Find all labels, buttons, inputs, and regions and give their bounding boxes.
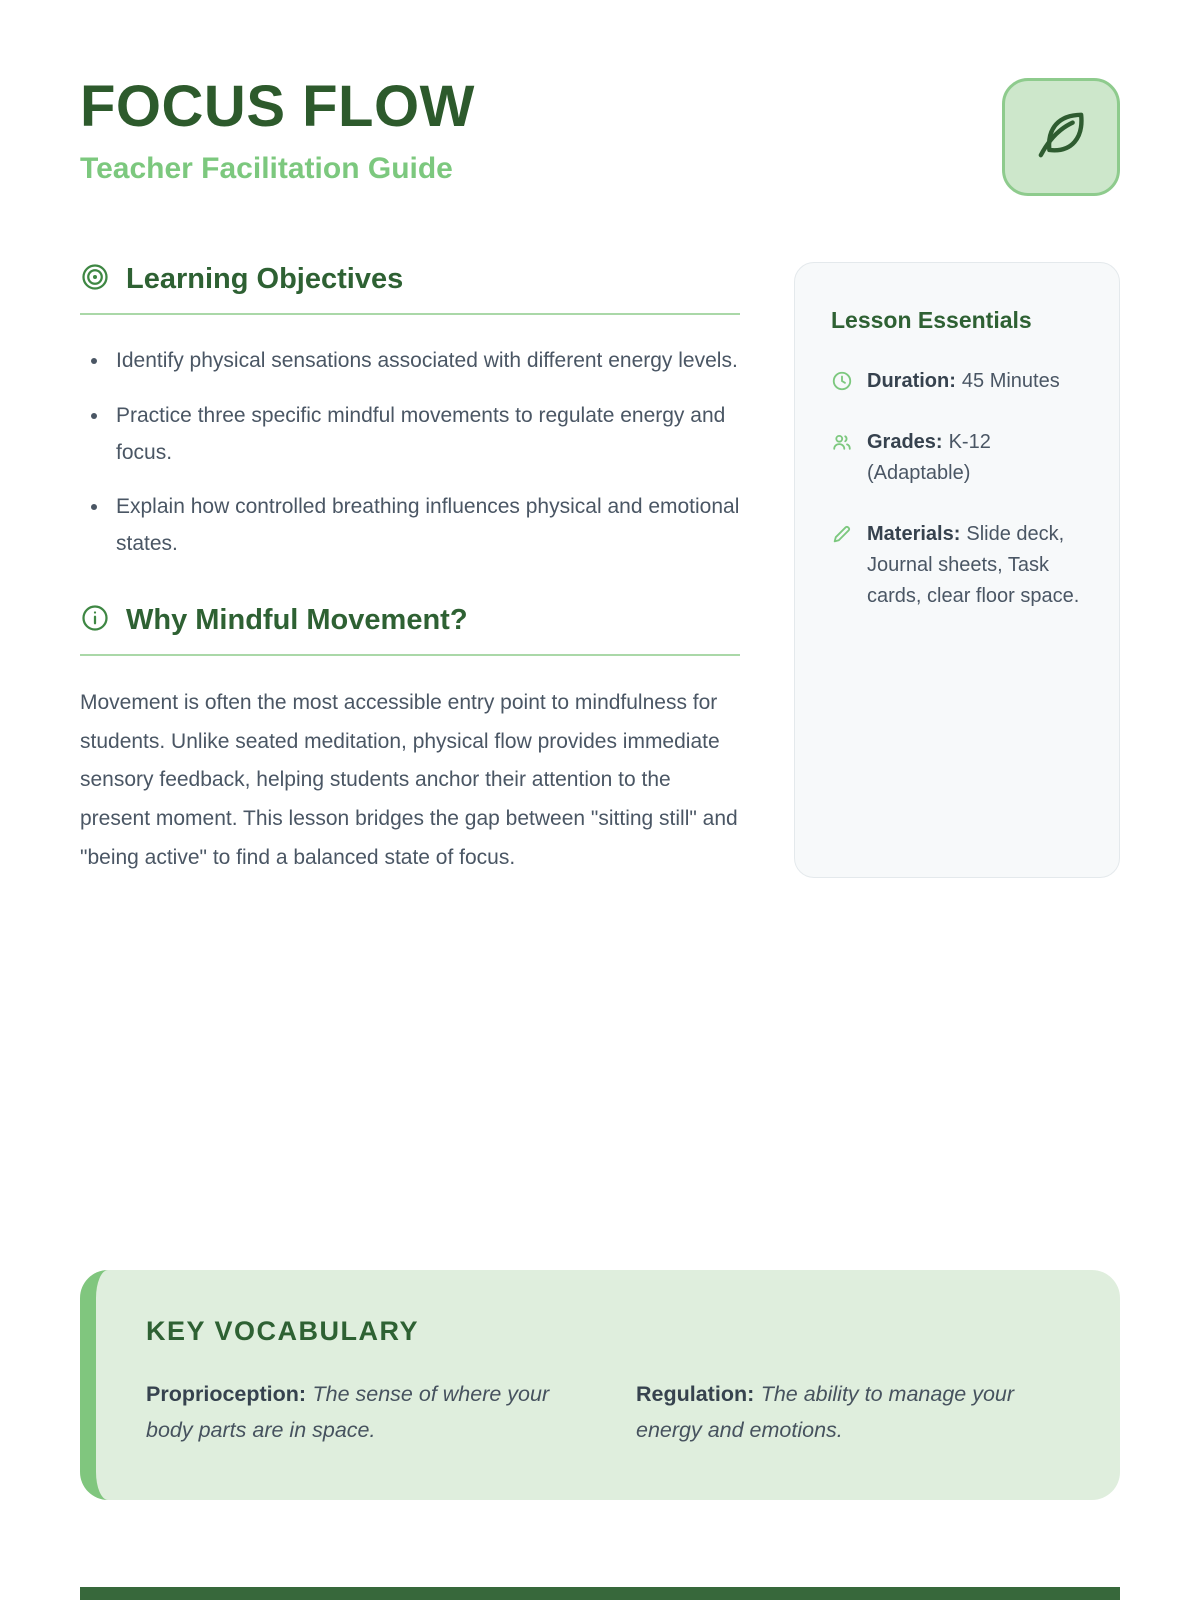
page-subtitle: Teacher Facilitation Guide: [80, 152, 453, 185]
page-title: FOCUS FLOW: [80, 74, 475, 139]
clock-icon: [831, 366, 853, 397]
objective-item: • Practice three specific mindful movements to regulate energy and focus.: [110, 398, 740, 472]
objective-item: • Explain how controlled breathing influences physical and emotional states.: [110, 489, 740, 563]
learning-objectives-section: [80, 262, 740, 563]
essential-item-materials: [831, 519, 1083, 612]
essential-value: Slide deck, Journal sheets, Task cards, clear floor space.: [867, 523, 1080, 607]
essential-value: K-12 (Adaptable): [867, 431, 991, 484]
essential-text: [867, 366, 1060, 397]
objectives-heading: [80, 262, 740, 315]
header: [0, 0, 1200, 196]
vocab-definition: The ability to manage your energy and emotions.: [636, 1382, 1015, 1442]
essential-text: [867, 519, 1083, 612]
main-content: [0, 262, 1200, 878]
essential-label: Materials:: [867, 523, 961, 545]
objectives-list: [80, 343, 740, 563]
essential-item-duration: [831, 366, 1083, 397]
users-icon: [831, 427, 853, 489]
logo-badge: [1002, 78, 1120, 196]
essential-value: 45 Minutes: [961, 370, 1060, 392]
essential-label: Grades:: [867, 431, 943, 453]
vocab-term: Proprioception:: [146, 1382, 307, 1407]
header-titles: [80, 74, 475, 186]
lesson-essentials-card: [794, 262, 1120, 878]
vocab-term: Regulation:: [636, 1382, 755, 1407]
sidebar-column: [794, 262, 1120, 878]
footer-accent-bar: [80, 1587, 1120, 1600]
objective-item: • Identify physical sensations associated with different energy levels.: [110, 343, 740, 380]
essential-item-grades: [831, 427, 1083, 489]
key-vocabulary-card: [80, 1270, 1120, 1500]
why-heading: [80, 603, 740, 656]
target-icon: [80, 262, 110, 297]
vocab-definition: The sense of where your body parts are in space.: [146, 1382, 550, 1442]
vocab-entry: [636, 1377, 1070, 1448]
article-column: [80, 262, 740, 878]
objectives-heading-text: Learning Objectives: [126, 263, 404, 295]
why-heading-text: Why Mindful Movement?: [126, 603, 468, 636]
essential-text: [867, 427, 1083, 489]
vocab-heading: KEY VOCABULARY: [146, 1316, 420, 1347]
essentials-heading: Lesson Essentials: [831, 307, 1032, 333]
vocab-entry: [146, 1377, 580, 1448]
essential-label: Duration:: [867, 370, 956, 392]
why-mindful-movement-section: [80, 603, 740, 878]
vocab-grid: [146, 1377, 1070, 1448]
pencil-icon: [831, 519, 853, 612]
why-paragraph: Movement is often the most accessible entry point to mindfulness for students. Unlike seated meditation, physical flow provides immediate sensory feedback, helping students anchor their attention to the present moment. This lesson bridges the gap between "sitting still" and "being active" to find a balanced state of focus.: [80, 690, 738, 870]
leaf-icon: [1030, 104, 1092, 171]
info-icon: [80, 603, 110, 638]
